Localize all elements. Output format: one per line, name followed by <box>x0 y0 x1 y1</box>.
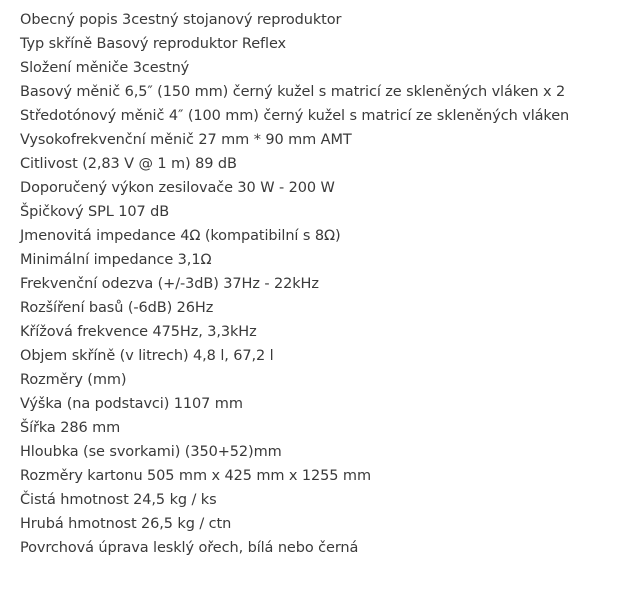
spec-dimensions-heading: Rozměry (mm) <box>20 372 127 388</box>
spec-finish: Povrchová úprava lesklý ořech, bílá nebo černá <box>20 540 359 556</box>
spec-recommended-power: Doporučený výkon zesilovače 30 W - 200 W <box>20 180 335 196</box>
spec-frequency-response: Frekvenční odezva (+/-3dB) 37Hz - 22kHz <box>20 276 319 292</box>
spec-peak-spl: Špičkový SPL 107 dB <box>20 204 170 220</box>
spec-general-description: Obecný popis 3cestný stojanový reproduktor <box>20 12 342 28</box>
spec-driver-configuration: Složení měniče 3cestný <box>20 60 190 76</box>
spec-tweeter: Vysokofrekvenční měnič 27 mm * 90 mm AMT <box>20 132 352 148</box>
spec-bass-driver: Basový měnič 6,5″ (150 mm) černý kužel s matricí ze skleněných vláken x 2 <box>20 84 566 100</box>
spec-minimum-impedance: Minimální impedance 3,1Ω <box>20 252 212 268</box>
spec-bass-extension: Rozšíření basů (-6dB) 26Hz <box>20 300 214 316</box>
spec-crossover-frequency: Křížová frekvence 475Hz, 3,3kHz <box>20 324 257 340</box>
spec-gross-weight: Hrubá hmotnost 26,5 kg / ctn <box>20 516 232 532</box>
spec-carton-dimensions: Rozměry kartonu 505 mm x 425 mm x 1255 mm <box>20 468 371 484</box>
spec-cabinet-volume: Objem skříně (v litrech) 4,8 l, 67,2 l <box>20 348 274 364</box>
spec-cabinet-type: Typ skříně Basový reproduktor Reflex <box>20 36 287 52</box>
spec-net-weight: Čistá hmotnost 24,5 kg / ks <box>20 492 217 508</box>
spec-nominal-impedance: Jmenovitá impedance 4Ω (kompatibilní s 8Ω) <box>20 228 341 244</box>
spec-width: Šířka 286 mm <box>20 420 121 436</box>
spec-height: Výška (na podstavci) 1107 mm <box>20 396 243 412</box>
spec-depth: Hloubka (se svorkami) (350+52)mm <box>20 444 282 460</box>
spec-sensitivity: Citlivost (2,83 V @ 1 m) 89 dB <box>20 156 237 172</box>
spec-list <box>20 8 569 560</box>
spec-midrange-driver: Středotónový měnič 4″ (100 mm) černý kužel s matricí ze skleněných vláken <box>20 108 570 124</box>
